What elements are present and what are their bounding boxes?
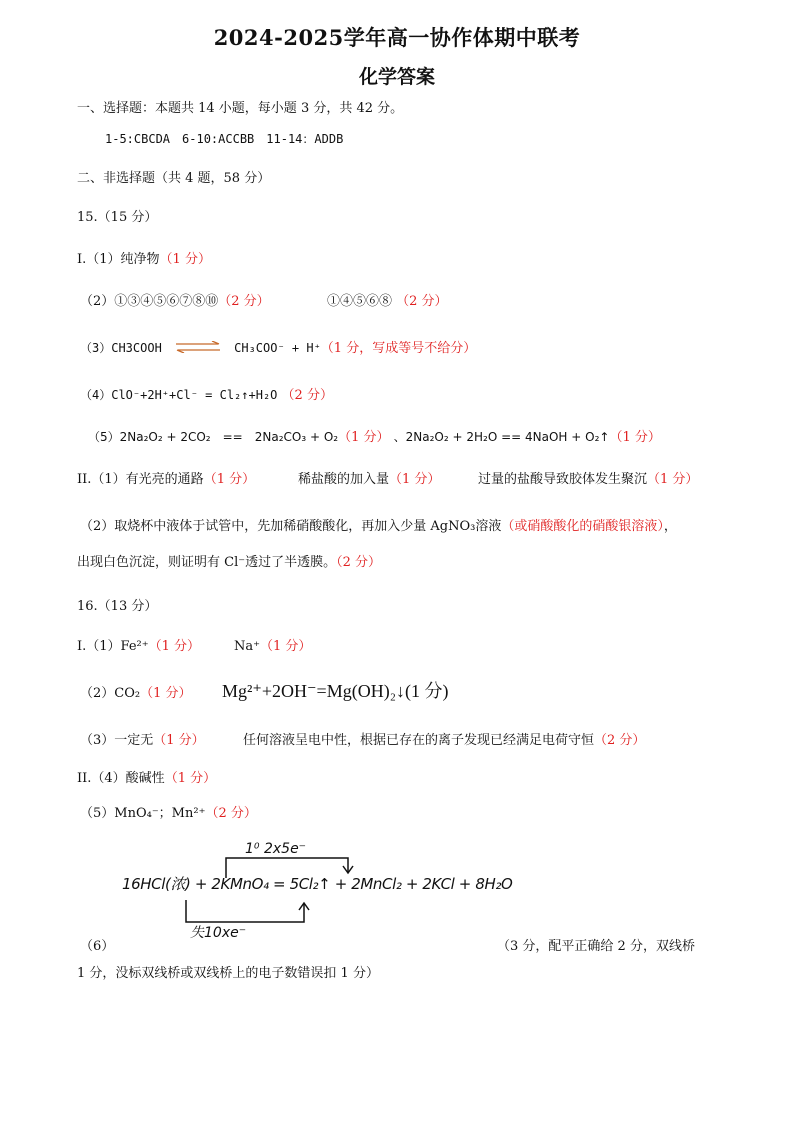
hw-bottom-label: 失10xe⁻ xyxy=(190,925,247,941)
q15-p5-score1: （1 分） xyxy=(338,430,390,445)
q16-p4-a: II.（4）酸碱性 xyxy=(77,771,165,786)
q15-ii2-a: （2）取烧杯中液体于试管中，先加稀硝酸酸化，再加入少量 AgNO₃溶液 xyxy=(80,519,502,534)
q16-p3-s1: （1 分） xyxy=(153,733,205,748)
q16-p3-s2: （2 分） xyxy=(594,733,646,748)
q15-part2-b xyxy=(327,290,448,309)
q15-p2-mid: ①④⑤⑥⑧ xyxy=(327,294,393,309)
q15-ii1-c: 过量的盐酸导致胶体发生聚沉 xyxy=(478,472,648,487)
q15-p1-score: （1 分） xyxy=(159,252,211,267)
q16-p5-a: （5）MnO₄⁻；Mn²⁺ xyxy=(80,806,206,821)
q15-p4-score: （2 分） xyxy=(281,388,333,403)
q15-ii2-b: 出现白色沉淀，则证明有 Cl⁻透过了半透膜。 xyxy=(77,555,337,570)
q16-p5-s: （2 分） xyxy=(205,806,257,821)
q15-p3-note: （1 分，写成等号不给分） xyxy=(320,341,477,356)
q15-ii1-b: 稀盐酸的加入量 xyxy=(298,472,390,487)
q15-p1-text: I.（1）纯净物 xyxy=(77,252,160,267)
hw-equation: 16HCl(浓) + 2KMnO₄ = 5Cl₂↑ + 2MnCl₂ + 2KCl + 8H₂O xyxy=(122,875,513,893)
q15-ii-part2 xyxy=(80,515,677,534)
q15-ii-part1-b xyxy=(298,468,440,487)
q15-p2-score2: （2 分） xyxy=(396,294,448,309)
q16-p6-note: （3 分，配平正确给 2 分，双线桥 xyxy=(497,939,695,954)
q15-p5-eq1: （5）2Na₂O₂ + 2CO₂ == 2Na₂CO₃ + O₂ xyxy=(88,430,339,444)
q15-part3 xyxy=(80,337,476,357)
q16-part1 xyxy=(77,635,200,654)
q15-ii1-s1: （1 分） xyxy=(203,472,256,487)
page-title: 2024-2025学年高一协作体期中联考 xyxy=(213,25,581,50)
q15-p5-eq2: 、2Na₂O₂ + 2H₂O == 4NaOH + O₂↑ xyxy=(393,430,610,444)
q16-p1-s1: （1 分） xyxy=(148,639,201,654)
q15-part5 xyxy=(88,426,661,445)
q15-label: 15.（15 分） xyxy=(77,210,158,225)
q16-p6-note-line2: 1 分，没标双线桥或双线桥上的电子数错误扣 1 分） xyxy=(77,966,379,981)
q15-ii-part1 xyxy=(77,468,255,487)
q15-part4 xyxy=(80,384,333,403)
q15-part1 xyxy=(77,248,211,267)
q16-part1-b xyxy=(234,635,311,654)
q15-ii-part1-c xyxy=(478,468,698,487)
q16-part3-b xyxy=(243,729,645,748)
q16-p2-s1: （1 分） xyxy=(140,686,192,701)
q16-p6-label: （6） xyxy=(80,939,115,954)
q15-p3-left: （3）CH3COOH xyxy=(80,341,162,355)
q16-p3-b: 任何溶液呈电中性，根据已存在的离子发现已经满足电荷守恒 xyxy=(243,733,595,748)
q15-ii2-score: （2 分） xyxy=(336,555,382,570)
q15-ii1-s2: （1 分） xyxy=(389,472,441,487)
q15-ii2-tail: ， xyxy=(663,519,677,534)
q15-p2-score1: （2 分） xyxy=(218,294,270,309)
q15-part2 xyxy=(80,290,270,309)
q15-ii-part2-line2 xyxy=(77,551,381,570)
q15-ii1-s3: （1 分） xyxy=(647,472,699,487)
q16-p2-equation: Mg²⁺+2OH⁻=Mg(OH)₂↓(1 分) xyxy=(222,681,449,701)
hw-top-label: 1⁰ 2x5e⁻ xyxy=(245,841,307,857)
q16-p4-s: （1 分） xyxy=(164,771,217,786)
q16-part3 xyxy=(80,729,205,748)
q15-p4-text: （4）ClO⁻+2H⁺+Cl⁻ = Cl₂↑+H₂O xyxy=(80,388,278,402)
equilibrium-arrow-icon xyxy=(174,341,222,357)
q16-part2 xyxy=(80,682,192,701)
q15-p3-right: CH₃COO⁻ + H⁺ xyxy=(234,341,321,355)
q16-part5 xyxy=(80,802,257,821)
q15-ii1-a: II.（1）有光亮的通路 xyxy=(77,472,204,487)
q16-p3-a: （3）一定无 xyxy=(80,733,154,748)
choice-answers: 1-5:CBCDA 6-10:ACCBB 11-14：ADDB xyxy=(105,132,344,146)
page-subtitle: 化学答案 xyxy=(358,66,435,88)
q16-p2-a: （2）CO₂ xyxy=(80,686,141,701)
section1-heading: 一、选择题：本题共 14 小题，每小题 3 分，共 42 分。 xyxy=(77,101,404,116)
section2-heading: 二、非选择题（共 4 题，58 分） xyxy=(77,171,271,186)
q15-p5-score2: （1 分） xyxy=(609,430,661,445)
q16-part4 xyxy=(77,767,216,786)
q15-p2-text: （2）①③④⑤⑥⑦⑧⑩ xyxy=(80,294,219,309)
q16-p1-s2: （1 分） xyxy=(260,639,312,654)
q16-p1-b: Na⁺ xyxy=(234,639,260,654)
q16-label: 16.（13 分） xyxy=(77,599,158,614)
q15-ii2-red: （或硝酸酸化的硝酸银溶液） xyxy=(501,519,664,534)
q16-p1-a: I.（1）Fe²⁺ xyxy=(77,639,149,654)
